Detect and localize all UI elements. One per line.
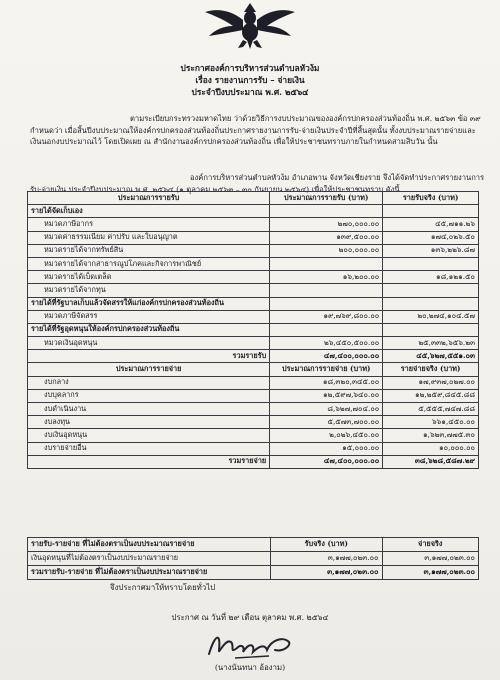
non-budget-table xyxy=(27,537,479,580)
non-budget-row-label: เงินอุดหนุนที่ไม่ต้องตราเป็นงบประมาณรายจ่าย xyxy=(28,552,271,566)
subject-line: เรื่อง รายงานการรับ – จ่ายเงิน xyxy=(195,75,305,85)
expense-row-actual: ๑,๖๒๓,๗๗๕.๓๐ xyxy=(383,429,479,442)
expense-total-row xyxy=(28,455,479,468)
expense-row-estimate: ๘,๖๒๗,๗๐๔.๐๐ xyxy=(270,403,383,416)
announcement-paragraph: องค์การบริหารส่วนตำบลหัวง้ม อำเภอพาน จังหวัดเชียงราย จึงได้จัดทำประกาศรายงานการรับ-จ่ายเงิน ประจำปีงบประมาณ พ.ศ. ๒๕๖๔ (๑ ตุลาคม ๒๕๖๓ – ๓๐ กันยายน ๒๕๖๔) เพื่อให้ประชาชนทราบ ดังนี้ xyxy=(30,173,485,194)
income-section-row xyxy=(28,323,479,336)
expense-row-estimate: ๕,๕๗๓,๗๐๐.๐๐ xyxy=(270,416,383,429)
income-row-actual: ๑๘,๑๒๑.๕๐ xyxy=(383,271,479,284)
income-item-row xyxy=(28,231,479,244)
expense-header-item: ประมาณการรายจ่าย xyxy=(28,363,270,376)
intro-paragraph: ตามระเบียบกระทรวงมหาดไทย ว่าด้วยวิธีการงบประมาณขององค์กรปกครองส่วนท้องถิ่น พ.ศ. ๒๕๖๓ ข้อ ๓๙ กำหนดว่า เมื่อสิ้นปีงบประมาณให้องค์กรปกครองส่วนท้องถิ่นประกาศรายงานการรับ-จ่ายเงินประจำปีที่สิ้นสุดนั้น ทั้งงบประมาณรายจ่ายและเงินนอกงบประมาณไว้ โดยเปิดเผย ณ สำนักงานองค์กรปกครองส่วนท้องถิ่น เพื่อให้ประชาชนทราบภายในกำหนดสามสิบวัน นั้น xyxy=(30,114,481,146)
income-row-estimate xyxy=(270,284,383,297)
income-row-actual xyxy=(383,257,479,270)
non-budget-header-row xyxy=(28,538,479,552)
expense-row-label: งบดำเนินงาน xyxy=(28,403,270,416)
non-budget-row-paid: ๓,๑๗๗,๐๒๓.๐๐ xyxy=(382,552,479,566)
income-header-row xyxy=(28,192,479,205)
income-row-actual: ๒๐,๒๗๔,๑๐๔.๕๗ xyxy=(383,310,479,323)
income-expense-table xyxy=(27,191,479,469)
income-header-actual: รายรับจริง (บาท) xyxy=(383,192,479,205)
expense-total-actual: ๓๘,๖๒๘,๕๘๗.๒๙ xyxy=(383,455,479,468)
income-row-estimate: ๒๐๐,๐๐๐.๐๐ xyxy=(270,244,383,257)
income-total-label: รวมรายรับ xyxy=(28,350,270,363)
expense-item-row xyxy=(28,442,479,455)
income-row-label: รายได้จัดเก็บเอง xyxy=(28,205,270,218)
non-budget-header-paid: จ่ายจริง xyxy=(382,538,479,552)
income-row-label: หมวดภาษีอากร xyxy=(28,218,270,231)
income-row-actual: ๑๗๔,๐๒๖.๕๐ xyxy=(383,231,479,244)
income-row-label: รายได้ที่รัฐบาลเก็บแล้วจัดสรรให้แก่องค์กรปกครองส่วนท้องถิ่น xyxy=(28,297,270,310)
non-budget-total-paid: ๓,๑๗๗,๐๒๓.๐๐ xyxy=(382,566,479,580)
signature-icon xyxy=(205,624,295,664)
income-item-row xyxy=(28,218,479,231)
expense-row-estimate: ๑๘,๓๒๐,๓๔๕.๐๐ xyxy=(270,376,383,389)
income-item-row xyxy=(28,284,479,297)
expense-header-row xyxy=(28,363,479,376)
income-row-actual: ๒๕,๓๓๒,๖๕๖.๒๓ xyxy=(383,337,479,350)
income-row-estimate xyxy=(270,257,383,270)
income-header-item: ประมาณการรายรับ xyxy=(28,192,270,205)
non-budget-row-received: ๓,๑๗๗,๐๒๓.๐๐ xyxy=(271,552,382,566)
expense-item-row xyxy=(28,429,479,442)
expense-row-estimate: ๑๕,๐๐๐.๐๐ xyxy=(270,442,383,455)
income-row-label: หมวดเงินอุดหนุน xyxy=(28,337,270,350)
income-row-estimate: ๑๖,๒๐๐.๐๐ xyxy=(270,271,383,284)
expense-row-label: งบเงินอุดหนุน xyxy=(28,429,270,442)
non-budget-header-received: รับจริง (บาท) xyxy=(271,538,382,552)
income-row-label: หมวดรายได้เบ็ดเตล็ด xyxy=(28,271,270,284)
income-row-estimate: ๒๗๐,๐๐๐.๐๐ xyxy=(270,218,383,231)
expense-row-actual: ๑๐,๐๐๐.๐๐ xyxy=(383,442,479,455)
income-section-row xyxy=(28,297,479,310)
income-row-actual: ๔๕,๗๑๑.๒๖ xyxy=(383,218,479,231)
income-row-actual: ๑๓๖,๒๒๖.๘๗ xyxy=(383,244,479,257)
income-row-estimate: ๑๙,๗๖๙,๘๐๐.๐๐ xyxy=(270,310,383,323)
expense-header-actual: รายจ่ายจริง (บาท) xyxy=(383,363,479,376)
income-row-estimate: ๒๖,๔๕๐,๕๐๐.๐๐ xyxy=(270,337,383,350)
expense-row-estimate: ๑๒,๕๙๗,๖๔๐.๐๐ xyxy=(270,389,383,402)
announcement-date: ประกาศ ณ วันที่ ๒๙ เดือน ตุลาคม พ.ศ. ๒๕๖๔ xyxy=(171,613,329,622)
income-item-row xyxy=(28,337,479,350)
expense-row-actual: ๕,๕๕๕,๗๔๗.๘๘ xyxy=(383,403,479,416)
expense-total-estimate: ๔๗,๔๐๐,๐๐๐.๐๐ xyxy=(270,455,383,468)
expense-item-row xyxy=(28,416,479,429)
income-row-estimate: ๑๓๙,๕๐๐.๐๐ xyxy=(270,231,383,244)
income-item-row xyxy=(28,271,479,284)
income-row-label: หมวดรายได้จากทรัพย์สิน xyxy=(28,244,270,257)
income-item-row xyxy=(28,310,479,323)
expense-row-actual: ๖๖๑,๔๕๐.๐๐ xyxy=(383,416,479,429)
income-section-row xyxy=(28,205,479,218)
closing-statement: จึงประกาศมาให้ทราบโดยทั่วไป xyxy=(110,583,216,592)
income-row-actual xyxy=(383,205,479,218)
non-budget-row xyxy=(28,552,479,566)
expense-item-row xyxy=(28,403,479,416)
income-row-label: หมวดรายได้จากสาธารณูปโภคและกิจการพาณิชย์ xyxy=(28,257,270,270)
expense-item-row xyxy=(28,389,479,402)
expense-row-label: งบกลาง xyxy=(28,376,270,389)
expense-header-estimate: ประมาณการรายจ่าย (บาท) xyxy=(270,363,383,376)
income-header-estimate: ประมาณการรายรับ (บาท) xyxy=(270,192,383,205)
expense-total-label: รวมรายจ่าย xyxy=(28,455,270,468)
income-total-estimate: ๔๗,๔๐๐,๐๐๐.๐๐ xyxy=(270,350,383,363)
expense-row-label: งบบุคลากร xyxy=(28,389,270,402)
expense-rows xyxy=(28,376,479,455)
income-row-actual xyxy=(383,284,479,297)
income-item-row xyxy=(28,244,479,257)
non-budget-header-item: รายรับ-รายจ่าย ที่ไม่ต้องตราเป็นงบประมาณรายจ่าย xyxy=(28,538,271,552)
non-budget-total-received: ๓,๑๗๗,๐๒๓.๐๐ xyxy=(271,566,382,580)
document-header xyxy=(0,62,500,98)
expense-item-row xyxy=(28,376,479,389)
income-row-actual xyxy=(383,323,479,336)
income-row-estimate xyxy=(270,297,383,310)
income-total-actual: ๔๕,๖๒๗,๕๕๑.๐๓ xyxy=(383,350,479,363)
income-item-row xyxy=(28,257,479,270)
income-row-label: หมวดค่าธรรมเนียม ค่าปรับ และใบอนุญาต xyxy=(28,231,270,244)
income-row-estimate xyxy=(270,323,383,336)
income-row-label: รายได้ที่รัฐอุดหนุนให้องค์กรปกครองส่วนท้องถิ่น xyxy=(28,323,270,336)
expense-row-actual: ๑๒,๒๕๙,๘๔๕.๘๘ xyxy=(383,389,479,402)
income-rows xyxy=(28,205,479,350)
organization-title: ประกาศองค์การบริหารส่วนตำบลหัวง้ม xyxy=(180,63,320,73)
signer-name: (นางนันทนา อ้องาม) xyxy=(214,663,286,672)
income-row-actual xyxy=(383,297,479,310)
income-row-estimate xyxy=(270,205,383,218)
expense-row-estimate: ๒,๐๒๖,๔๕๐.๐๐ xyxy=(270,429,383,442)
fiscal-year-line: ประจำปีงบประมาณ พ.ศ. ๒๕๖๔ xyxy=(191,87,309,97)
expense-row-actual: ๑๗,๙๓๗,๐๒๗.๐๐ xyxy=(383,376,479,389)
income-row-label: หมวดรายได้จากทุน xyxy=(28,284,270,297)
expense-row-label: งบรายจ่ายอื่น xyxy=(28,442,270,455)
non-budget-total-label: รวมรายรับ-รายจ่าย ที่ไม่ต้องตราเป็นงบประมาณรายจ่าย xyxy=(28,566,271,580)
income-row-label: หมวดภาษีจัดสรร xyxy=(28,310,270,323)
expense-row-label: งบลงทุน xyxy=(28,416,270,429)
garuda-emblem-icon xyxy=(203,2,297,50)
income-total-row xyxy=(28,350,479,363)
non-budget-total-row xyxy=(28,566,479,580)
